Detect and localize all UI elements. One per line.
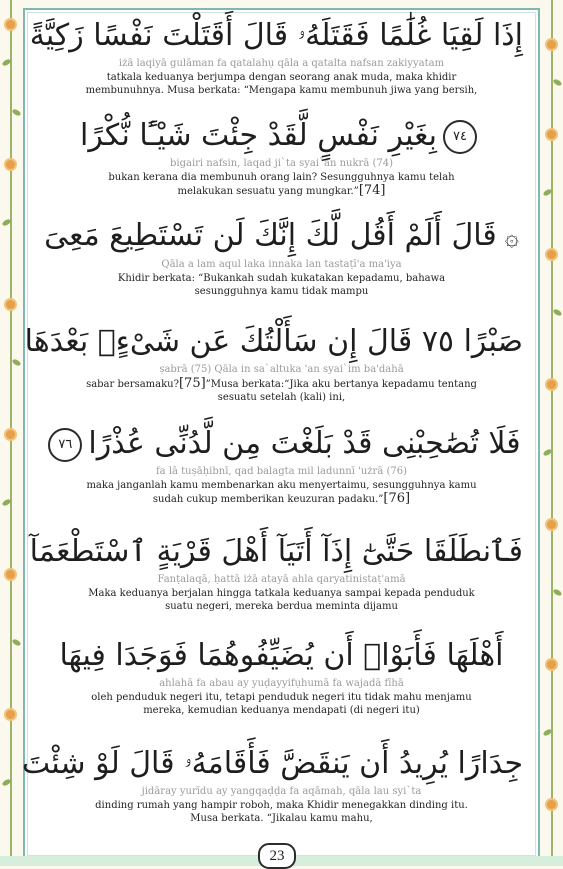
verse-block xyxy=(40,636,523,717)
verse-block xyxy=(40,216,523,298)
verse-block xyxy=(29,532,523,613)
ruku-ornament-icon: ۞ xyxy=(504,223,519,251)
page-number: 23 xyxy=(258,843,296,869)
arabic-text: فَلَا تُصَٰحِبْنِى قَدْ بَلَغْتَ مِن لَّدُنِّى عُذْرًا٧٦ xyxy=(40,424,523,464)
translation: oleh penduduk negeri itu, tetapi penduduk negeri itu tidak mahu menjamu mereka, kemudian keduanya mendapati (di negeri itu) xyxy=(91,692,472,716)
transliteration: jidāray yurīdu ay yangqaḍḍa fa aqāmah, qāla lau syi`ta xyxy=(141,786,422,797)
translation: Khidir berkata: “Bukankah sudah kukatakan kepadamu, bahawa sesungguhnya kamu tidak mampu xyxy=(117,273,446,297)
transliteration: Fanṭalaqā, ḥattā iżā atayā ahla qaryatinistaṭ'amā xyxy=(157,574,406,585)
arabic-text: إِذَا لَقِيَا غُلَٰمًا فَقَتَلَهُۥ قَالَ أَقَتَلْتَ نَفْسًا زَكِيَّةً xyxy=(29,18,523,53)
verse-reference: [75] xyxy=(178,376,206,391)
transliteration: bigairi nafsin, laqad ji`ta syai`an nukrā (74) xyxy=(169,158,394,169)
verse-reference: [76] xyxy=(383,491,411,506)
arabic-text: ۞قَالَ أَلَمْ أَقُل لَّكَ إِنَّكَ لَن تَسْتَطِيعَ مَعِىَ xyxy=(44,218,519,253)
transliteration: iżā laqiyā gulāman fa qatalahụ qāla a qatalta nafsan zakiyyatam xyxy=(118,58,445,69)
arabic-text: ٧٤بِغَيْرِ نَفْسٍ لَّقَدْ جِئْتَ شَيْـًٔا نُّكْرًا xyxy=(40,116,523,156)
arabic-text: جِدَارًا يُرِيدُ أَن يَنقَضَّ فَأَقَامَهُۥ قَالَ لَوْ شِئْتَ xyxy=(21,746,523,781)
transliteration: fa lā tuṣāḥibnī, qad balagta mil ladunnī 'użrā (76) xyxy=(155,466,408,477)
left-floral-border xyxy=(0,0,22,866)
transliteration: Qāla a lam aqul laka innaka lan tastaṭī'a ma'iya xyxy=(161,259,402,270)
translation: Maka keduanya berjalan hingga tatkala keduanya sampai kepada penduduk suatu negeri, mereka berdua meminta dijamu xyxy=(88,588,475,612)
verse-block xyxy=(40,116,523,198)
verse-block xyxy=(29,16,523,97)
right-floral-border xyxy=(541,0,563,866)
arabic-text: أَهْلَهَا فَأَبَوْا۟ أَن يُضَيِّفُوهُمَا فَوَجَدَا فِيهَا xyxy=(59,638,504,673)
verse-number-marker: ٧٤ xyxy=(443,120,477,154)
verse-number-marker: ٧٦ xyxy=(48,428,82,462)
translation: maka janganlah kamu membenarkan aku menyertaimu, sesungguhnya kamu sudah cukup memberikan keuzuran padaku.”[76] xyxy=(86,480,477,506)
translation: bukan kerana dia membunuh orang lain? Sesungguhnya kamu telah melakukan sesuatu yang mungkar.”[74] xyxy=(108,172,455,198)
transliteration: ṣabrā (75) Qāla in sa`altuka 'an syai`im ba'dahā xyxy=(159,364,404,375)
verse-block xyxy=(40,424,523,506)
arabic-text: صَبْرًا ٧٥ قَالَ إِن سَأَلْتُكَ عَن شَىْءٍۭ بَعْدَهَا xyxy=(24,324,523,359)
verse-block xyxy=(24,322,523,404)
translation: dinding rumah yang hampir roboh, maka Khidir menegakkan dinding itu. Musa berkata. “Jikalau kamu mahu, xyxy=(95,800,468,824)
translation: sabar bersamaku?[75]”Musa berkata:“Jika aku bertanya kepadamu tentang sesuatu setelah (kali) ini, xyxy=(86,376,477,403)
arabic-text: فَٱنطَلَقَا حَتَّىٰٓ إِذَآ أَتَيَآ أَهْلَ قَرْيَةٍ ٱسْتَطْعَمَآ xyxy=(29,534,523,569)
translation: tatkala keduanya berjumpa dengan seorang anak muda, maka khidir membunuhnya. Musa berkata: “Mengapa kamu membunuh jiwa yang bersih, xyxy=(85,72,478,96)
transliteration: ahlahā fa abau ay yuḍayyifụhumā fa wajadā fīhā xyxy=(159,678,404,689)
verse-block xyxy=(21,744,523,825)
verse-reference: [74] xyxy=(358,183,386,198)
